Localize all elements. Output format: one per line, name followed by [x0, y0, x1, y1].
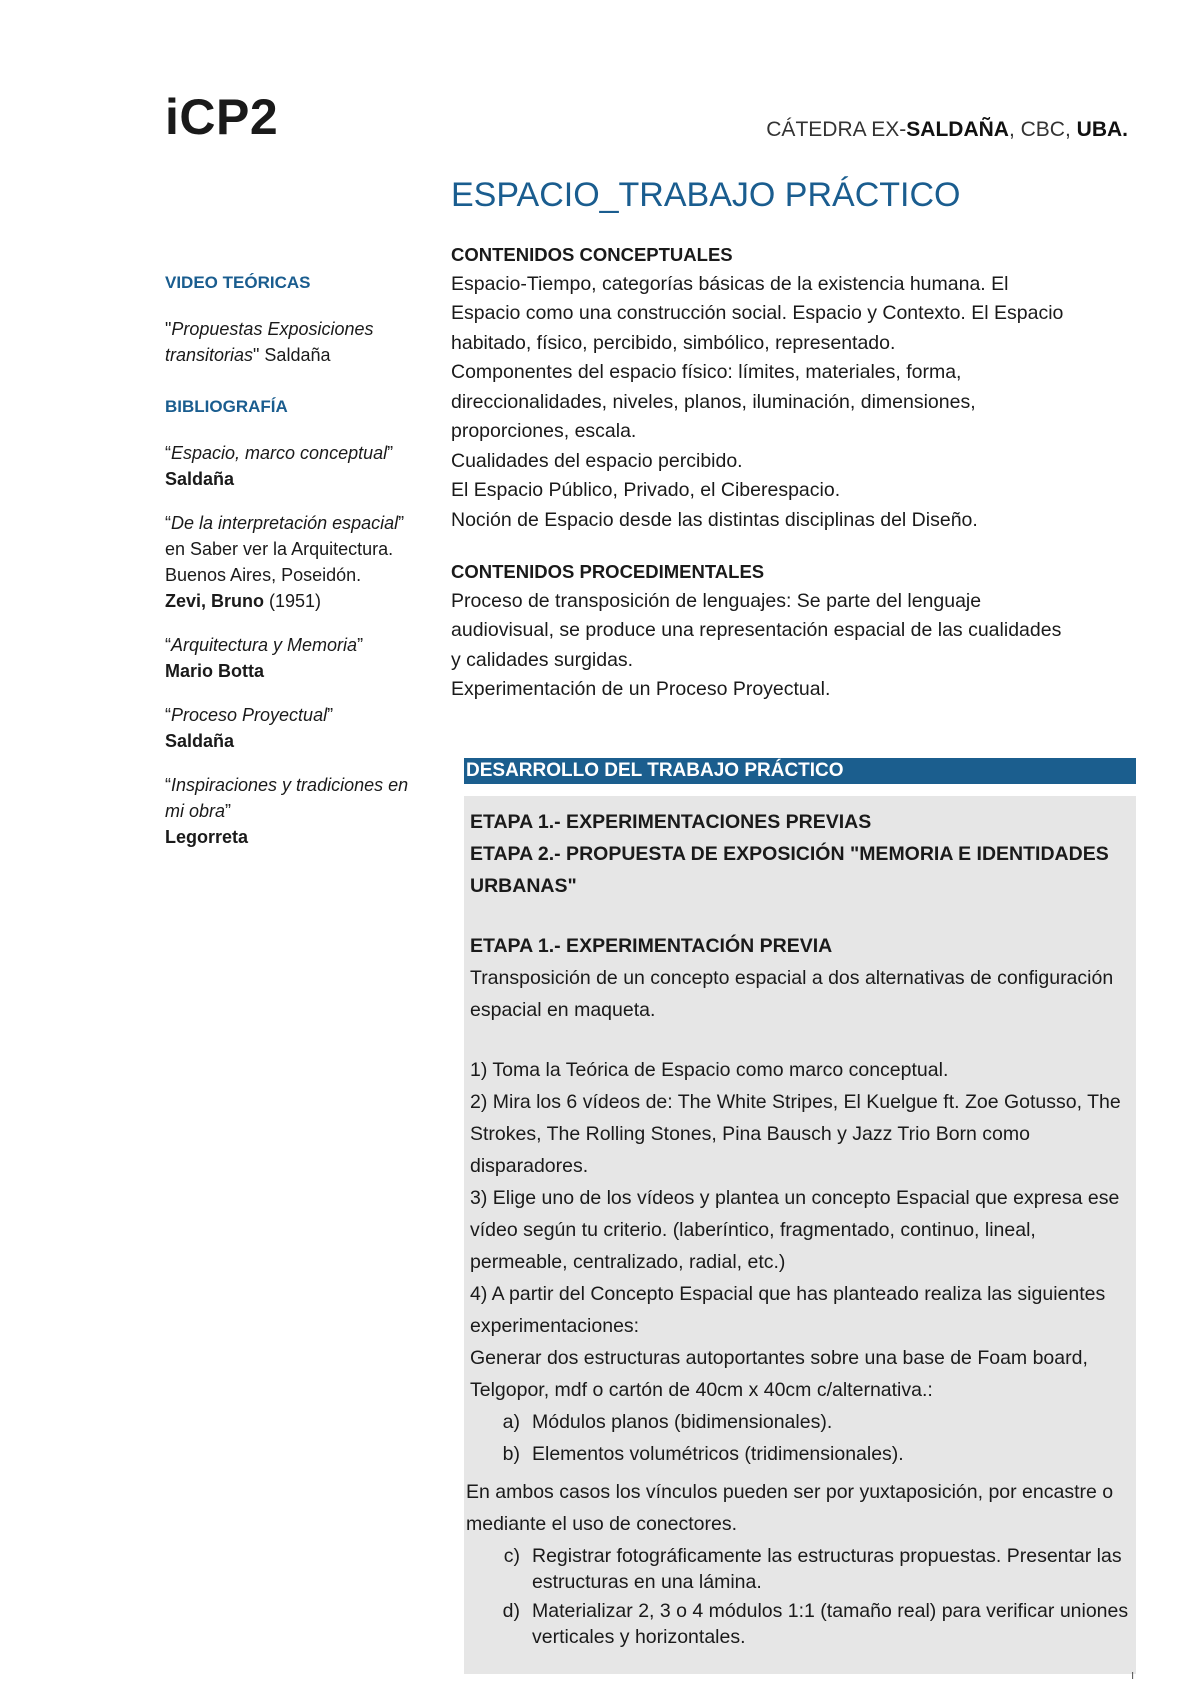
- note-text: En ambos casos los vínculos pueden ser por yuxtaposición, por encastre o mediante el uso de conectores.: [466, 1481, 1114, 1535]
- conceptual-paragraphs: [451, 270, 1071, 536]
- list-item: [470, 1595, 1136, 1650]
- list-text: Módulos planos (bidimensionales).: [532, 1411, 833, 1433]
- conceptual-paragraph: El Espacio Público, Privado, el Ciberespacio.: [451, 479, 841, 501]
- list-cd: [470, 1540, 1136, 1650]
- list-marker: a): [502, 1411, 520, 1433]
- sidebar: [165, 270, 410, 868]
- biblio-author: Zevi, Bruno: [165, 591, 265, 611]
- biblio-title: Arquitectura y Memoria: [171, 635, 358, 655]
- step-text: Generar dos estructuras autoportantes sobre una base de Foam board, Telgopor, mdf o cartón de 40cm x 40cm c/alternativa.:: [470, 1347, 1088, 1401]
- intro-text: Transposición de un concepto espacial a dos alternativas de configuración espacial en maqueta.: [470, 967, 1114, 1021]
- contents: [451, 240, 1071, 705]
- procedural-paragraph: Proceso de transposición de lenguajes: Se parte del lenguaje audiovisual, se produce una representación espacial de las cualidades y calidades surgidas.: [451, 589, 1062, 671]
- video-heading: VIDEO TEÓRICAS: [165, 273, 311, 292]
- catedra-header: CÁTEDRA EX-SALDAÑA, CBC, UBA.: [766, 118, 1128, 141]
- page-mark: I: [1131, 1671, 1134, 1682]
- biblio-author: Legorreta: [165, 827, 249, 847]
- biblio-author: Saldaña: [165, 731, 235, 751]
- sub-heading: ETAPA 1.- EXPERIMENTACIÓN PREVIA: [470, 935, 833, 957]
- biblio-item: “Proceso Proyectual” Saldaña: [165, 705, 334, 751]
- step-text: 3) Elige uno de los vídeos y plantea un concepto Espacial que expresa ese vídeo según tu criterio. (laberíntico, fragmentado, continuo, lineal, permeable, centralizado, radial, etc.): [470, 1187, 1120, 1273]
- list-marker: b): [502, 1443, 520, 1465]
- step-text: 1) Toma la Teórica de Espacio como marco conceptual.: [470, 1059, 949, 1081]
- list-marker: c): [503, 1545, 520, 1567]
- biblio-item: “Arquitectura y Memoria” Mario Botta: [165, 635, 364, 681]
- list-text: Elementos volumétricos (tridimensionales).: [532, 1443, 904, 1465]
- etapa1-title: ETAPA 1.- EXPERIMENTACIONES PREVIAS: [470, 811, 872, 833]
- biblio-year: (1951): [264, 591, 322, 611]
- logo: iCP2: [165, 89, 279, 145]
- biblio-title: Inspiraciones y tradiciones en mi obra: [165, 775, 409, 821]
- development-bar: DESARROLLO DEL TRABAJO PRÁCTICO: [464, 758, 1136, 784]
- biblio-item: “De la interpretación espacial” en Saber ver la Arquitectura. Buenos Aires, Poseidón. Zevi, Bruno (1951): [165, 513, 405, 611]
- list-item: [470, 1406, 1136, 1438]
- conceptual-paragraph: Componentes del espacio físico: límites, materiales, forma, direccionalidades, niveles, planos, iluminación, dimensiones, proporciones, escala.: [451, 361, 976, 442]
- biblio-author: Saldaña: [165, 469, 235, 489]
- conceptual-paragraph: Espacio-Tiempo, categorías básicas de la existencia humana. El Espacio como una construcción social. Espacio y Contexto. El Espacio habitado, físico, percibido, simbólico, representado.: [451, 272, 1064, 354]
- list-ab: [470, 1406, 1136, 1470]
- biblio-title: De la interpretación espacial: [171, 513, 399, 533]
- biblio-list: [165, 440, 410, 850]
- conceptual-paragraph: Cualidades del espacio percibido.: [451, 449, 743, 472]
- development-box: [464, 796, 1136, 1674]
- page-title: ESPACIO_TRABAJO PRÁCTICO: [451, 176, 961, 214]
- list-item: [470, 1540, 1136, 1595]
- biblio-item: “Espacio, marco conceptual” Saldaña: [165, 443, 394, 489]
- biblio-heading: BIBLIOGRAFÍA: [165, 397, 288, 416]
- step-text: 2) Mira los 6 vídeos de: The White Stripes, El Kuelgue ft. Zoe Gotusso, The Strokes, The Rolling Stones, Pina Bausch y Jazz Trio Born como disparadores.: [470, 1091, 1121, 1177]
- biblio-extra: en Saber ver la Arquitectura. Buenos Aires, Poseidón.: [165, 539, 394, 585]
- etapa2-title: ETAPA 2.- PROPUESTA DE EXPOSICIÓN "MEMORIA E IDENTIDADES URBANAS": [470, 843, 1109, 897]
- list-item: [470, 1438, 1136, 1470]
- step-text: 4) A partir del Concepto Espacial que has planteado realiza las siguientes experimentaciones:: [470, 1283, 1106, 1337]
- procedural-paragraph: Experimentación de un Proceso Proyectual.: [451, 678, 831, 700]
- steps: [470, 1054, 1136, 1406]
- biblio-title: Espacio, marco conceptual: [171, 443, 388, 463]
- video-item: "Propuestas Exposiciones transitorias" Saldaña: [165, 319, 374, 365]
- procedural-paragraphs: [451, 587, 1071, 705]
- list-marker: d): [502, 1600, 520, 1622]
- procedural-heading: CONTENIDOS PROCEDIMENTALES: [451, 561, 765, 582]
- biblio-item: “Inspiraciones y tradiciones en mi obra” Legorreta: [165, 775, 409, 847]
- conceptual-paragraph: Noción de Espacio desde las distintas disciplinas del Diseño.: [451, 508, 978, 531]
- list-text: Materializar 2, 3 o 4 módulos 1:1 (tamaño real) para verificar uniones verticales y horizontales.: [532, 1600, 1129, 1648]
- biblio-title: Proceso Proyectual: [171, 705, 328, 725]
- conceptual-heading: CONTENIDOS CONCEPTUALES: [451, 244, 733, 265]
- list-text: Registrar fotográficamente las estructuras propuestas. Presentar las estructuras en una lámina.: [532, 1545, 1122, 1593]
- biblio-author: Mario Botta: [165, 661, 264, 681]
